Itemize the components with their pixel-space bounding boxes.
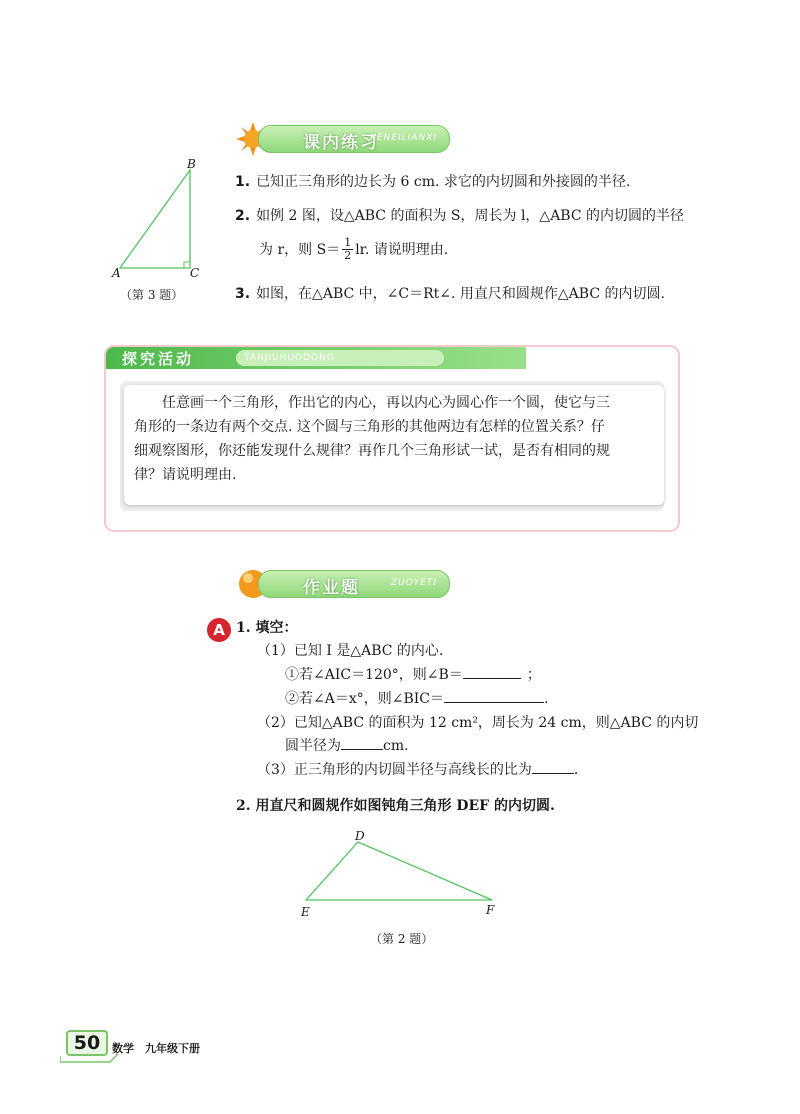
- explore-line: 细观察图形，你还能发现什么规律？再作几个三角形试一试，是否有相同的规: [134, 443, 610, 459]
- explore-section-title: 探究活动: [122, 350, 195, 368]
- homework-question-1-title: 1. 填空：: [236, 620, 298, 636]
- level-badge-letter: A: [213, 621, 225, 639]
- vertex-label-e: E: [301, 905, 310, 919]
- homework-section-header: [236, 566, 450, 600]
- footer-book-title: 数学 九年级下册: [112, 1042, 200, 1055]
- exercise-section-subtitle: KENEILIANXI: [369, 133, 437, 143]
- figure-caption-q2: （第 2 题）: [370, 932, 434, 946]
- explore-section-subtitle: TANJIUHUODONG: [236, 350, 444, 366]
- exercise-question-1: 1. 已知正三角形的边长为 6 cm. 求它的内切圆和外接圆的半径.: [235, 174, 631, 190]
- figure-caption-q3: （第 3 题）: [120, 288, 184, 302]
- answer-blank[interactable]: [532, 759, 574, 774]
- obtuse-triangle-figure: [296, 830, 506, 910]
- exercise-question-2: 2. 如例 2 图，设△ABC 的面积为 S，周长为 l，△ABC 的内切圆的半径: [235, 208, 685, 224]
- right-triangle-figure: [108, 156, 208, 282]
- vertex-label-d: D: [355, 829, 365, 843]
- homework-section-subtitle: ZUOYETI: [390, 578, 437, 588]
- answer-blank[interactable]: [444, 688, 544, 703]
- homework-section-title: 作业题: [303, 578, 360, 598]
- exercise-section-header: [236, 122, 450, 154]
- explore-line: 角形的一条边有两个交点. 这个圆与三角形的其他两边有怎样的位置关系？仔: [134, 419, 605, 435]
- homework-q1-part3: （3）正三角形的内切圆半径与高线长的比为 .: [257, 759, 578, 781]
- page-number: 50: [66, 1030, 108, 1056]
- homework-q1-part1-a: ①若∠AIC＝120°，则∠B＝ ；: [285, 664, 541, 686]
- explore-text-card: [124, 385, 664, 505]
- answer-blank[interactable]: [463, 664, 521, 679]
- fraction: 1 2: [344, 236, 352, 262]
- footer-line: [60, 1050, 120, 1064]
- vertex-label-f: F: [486, 903, 495, 917]
- exercise-question-3: 3. 如图，在△ABC 中，∠C＝Rt∠. 用直尺和圆规作△ABC 的内切圆.: [235, 286, 665, 302]
- answer-blank[interactable]: [341, 735, 383, 750]
- vertex-label-a: A: [112, 266, 121, 280]
- homework-q1-part1-b: ②若∠A＝x°，则∠BIC＝ .: [285, 688, 548, 710]
- homework-question-2: 2. 用直尺和圆规作如图钝角三角形 DEF 的内切圆.: [236, 798, 555, 814]
- homework-q1-part1: （1）已知 I 是△ABC 的内心.: [257, 643, 444, 659]
- explore-content-panel: [120, 381, 664, 511]
- homework-q1-part2: （2）已知△ABC 的面积为 12 cm²，周长为 24 cm，则△ABC 的内切: [257, 715, 699, 731]
- explore-activity-box: [104, 345, 680, 532]
- explore-line: 任意画一个三角形，作出它的内心，再以内心为圆心作一个圆，使它与三: [162, 395, 610, 411]
- vertex-label-b: B: [187, 157, 196, 171]
- homework-q1-part2-cont: 圆半径为 cm.: [285, 735, 409, 757]
- exercise-question-2-cont: 为 r，则 S＝ 1 2 lr. 请说明理由.: [259, 236, 449, 262]
- vertex-label-c: C: [190, 266, 200, 280]
- level-a-badge-icon: [206, 617, 232, 643]
- explore-header-bar: [106, 347, 526, 369]
- exercise-section-title: 课内练习: [303, 133, 379, 153]
- explore-line: 律？请说明理由.: [134, 467, 237, 483]
